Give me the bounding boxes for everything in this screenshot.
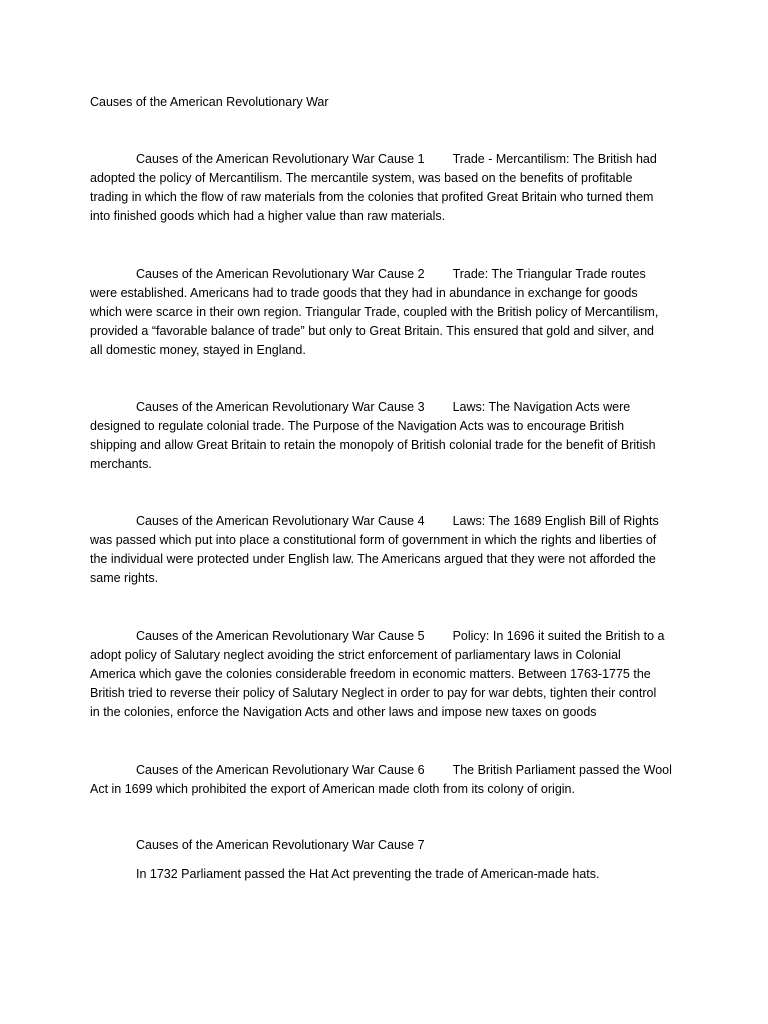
paragraph-line: adopt policy of Salutary neglect avoiding the strict enforcement of parliamentary laws in Colonial [90,648,621,662]
paragraph-line: which were scarce in their own region. Triangular Trade, coupled with the British policy of Mercantilism, [90,305,659,319]
paragraph-line: provided a “favorable balance of trade” but only to Great Britain. This ensured that gold and silver, and [90,324,654,338]
cause-heading: Causes of the American Revolutionary War Cause 5 [136,629,425,643]
cause-heading: Causes of the American Revolutionary War Cause 1 [136,152,425,166]
cause-2-paragraph [90,265,682,360]
cause-lead-text: Trade: The Triangular Trade routes [452,267,646,281]
paragraph-line: the individual were protected under English law. The Americans argued that they were not afforded the [90,552,656,566]
cause-6-paragraph [90,761,682,799]
paragraph-line: into finished goods which had a higher value than raw materials. [90,209,446,223]
paragraph-line: same rights. [90,571,159,585]
cause-4-paragraph [90,512,682,588]
cause-lead-text: The British Parliament passed the Wool [452,763,672,777]
cause-heading: Causes of the American Revolutionary War Cause 3 [136,400,425,414]
cause-1-paragraph [90,150,682,226]
paragraph-line: designed to regulate colonial trade. The Purpose of the Navigation Acts was to encourage British [90,419,625,433]
paragraph-first-line [90,398,682,417]
paragraph-first-line [90,627,682,646]
paragraph-line: British tried to reverse their policy of Salutary Neglect in order to pay for war debts, tighten their control [90,686,657,700]
paragraph-line: shipping and allow Great Britain to retain the monopoly of British colonial trade for the benefit of British [90,438,656,452]
paragraph-line: was passed which put into place a constitutional form of government in which the rights and liberties of [90,533,657,547]
paragraph-line: were established. Americans had to trade goods that they had in abundance in exchange for goods [90,286,638,300]
paragraph-first-line [90,265,682,284]
paragraph-line: trading in which the flow of raw materials from the colonies that profited Great Britain who turned them [90,190,654,204]
paragraph-first-line [90,512,682,531]
paragraph-line: merchants. [90,457,152,471]
cause-7-text-paragraph [90,865,682,884]
cause-lead-text: Trade - Mercantilism: The British had [452,152,657,166]
cause-5-paragraph [90,627,682,722]
cause-heading: Causes of the American Revolutionary War Cause 6 [136,763,425,777]
paragraph-line: all domestic money, stayed in England. [90,343,306,357]
cause-3-paragraph [90,398,682,474]
paragraph-line: America which gave the colonies considerable freedom in economic matters. Between 1763-1775 the [90,667,651,681]
cause-heading: Causes of the American Revolutionary War Cause 4 [136,514,425,528]
cause-lead-text: Policy: In 1696 it suited the British to a [452,629,665,643]
cause-heading: Causes of the American Revolutionary War Cause 7 [136,838,425,852]
paragraph-first-line [90,150,682,169]
document-title: Causes of the American Revolutionary War [90,95,329,109]
cause-lead-text: Laws: The Navigation Acts were [452,400,631,414]
cause-heading: Causes of the American Revolutionary War Cause 2 [136,267,425,281]
cause-lead-text: Laws: The 1689 English Bill of Rights [452,514,659,528]
paragraph-first-line [90,761,682,780]
cause-7-heading-paragraph [90,836,682,855]
paragraph-line: adopted the policy of Mercantilism. The mercantile system, was based on the benefits of profitable [90,171,633,185]
cause-text: In 1732 Parliament passed the Hat Act preventing the trade of American-made hats. [136,867,600,881]
paragraph-line: in the colonies, enforce the Navigation Acts and other laws and impose new taxes on goods [90,705,597,719]
paragraph-line: Act in 1699 which prohibited the export of American made cloth from its colony of origin. [90,782,575,796]
